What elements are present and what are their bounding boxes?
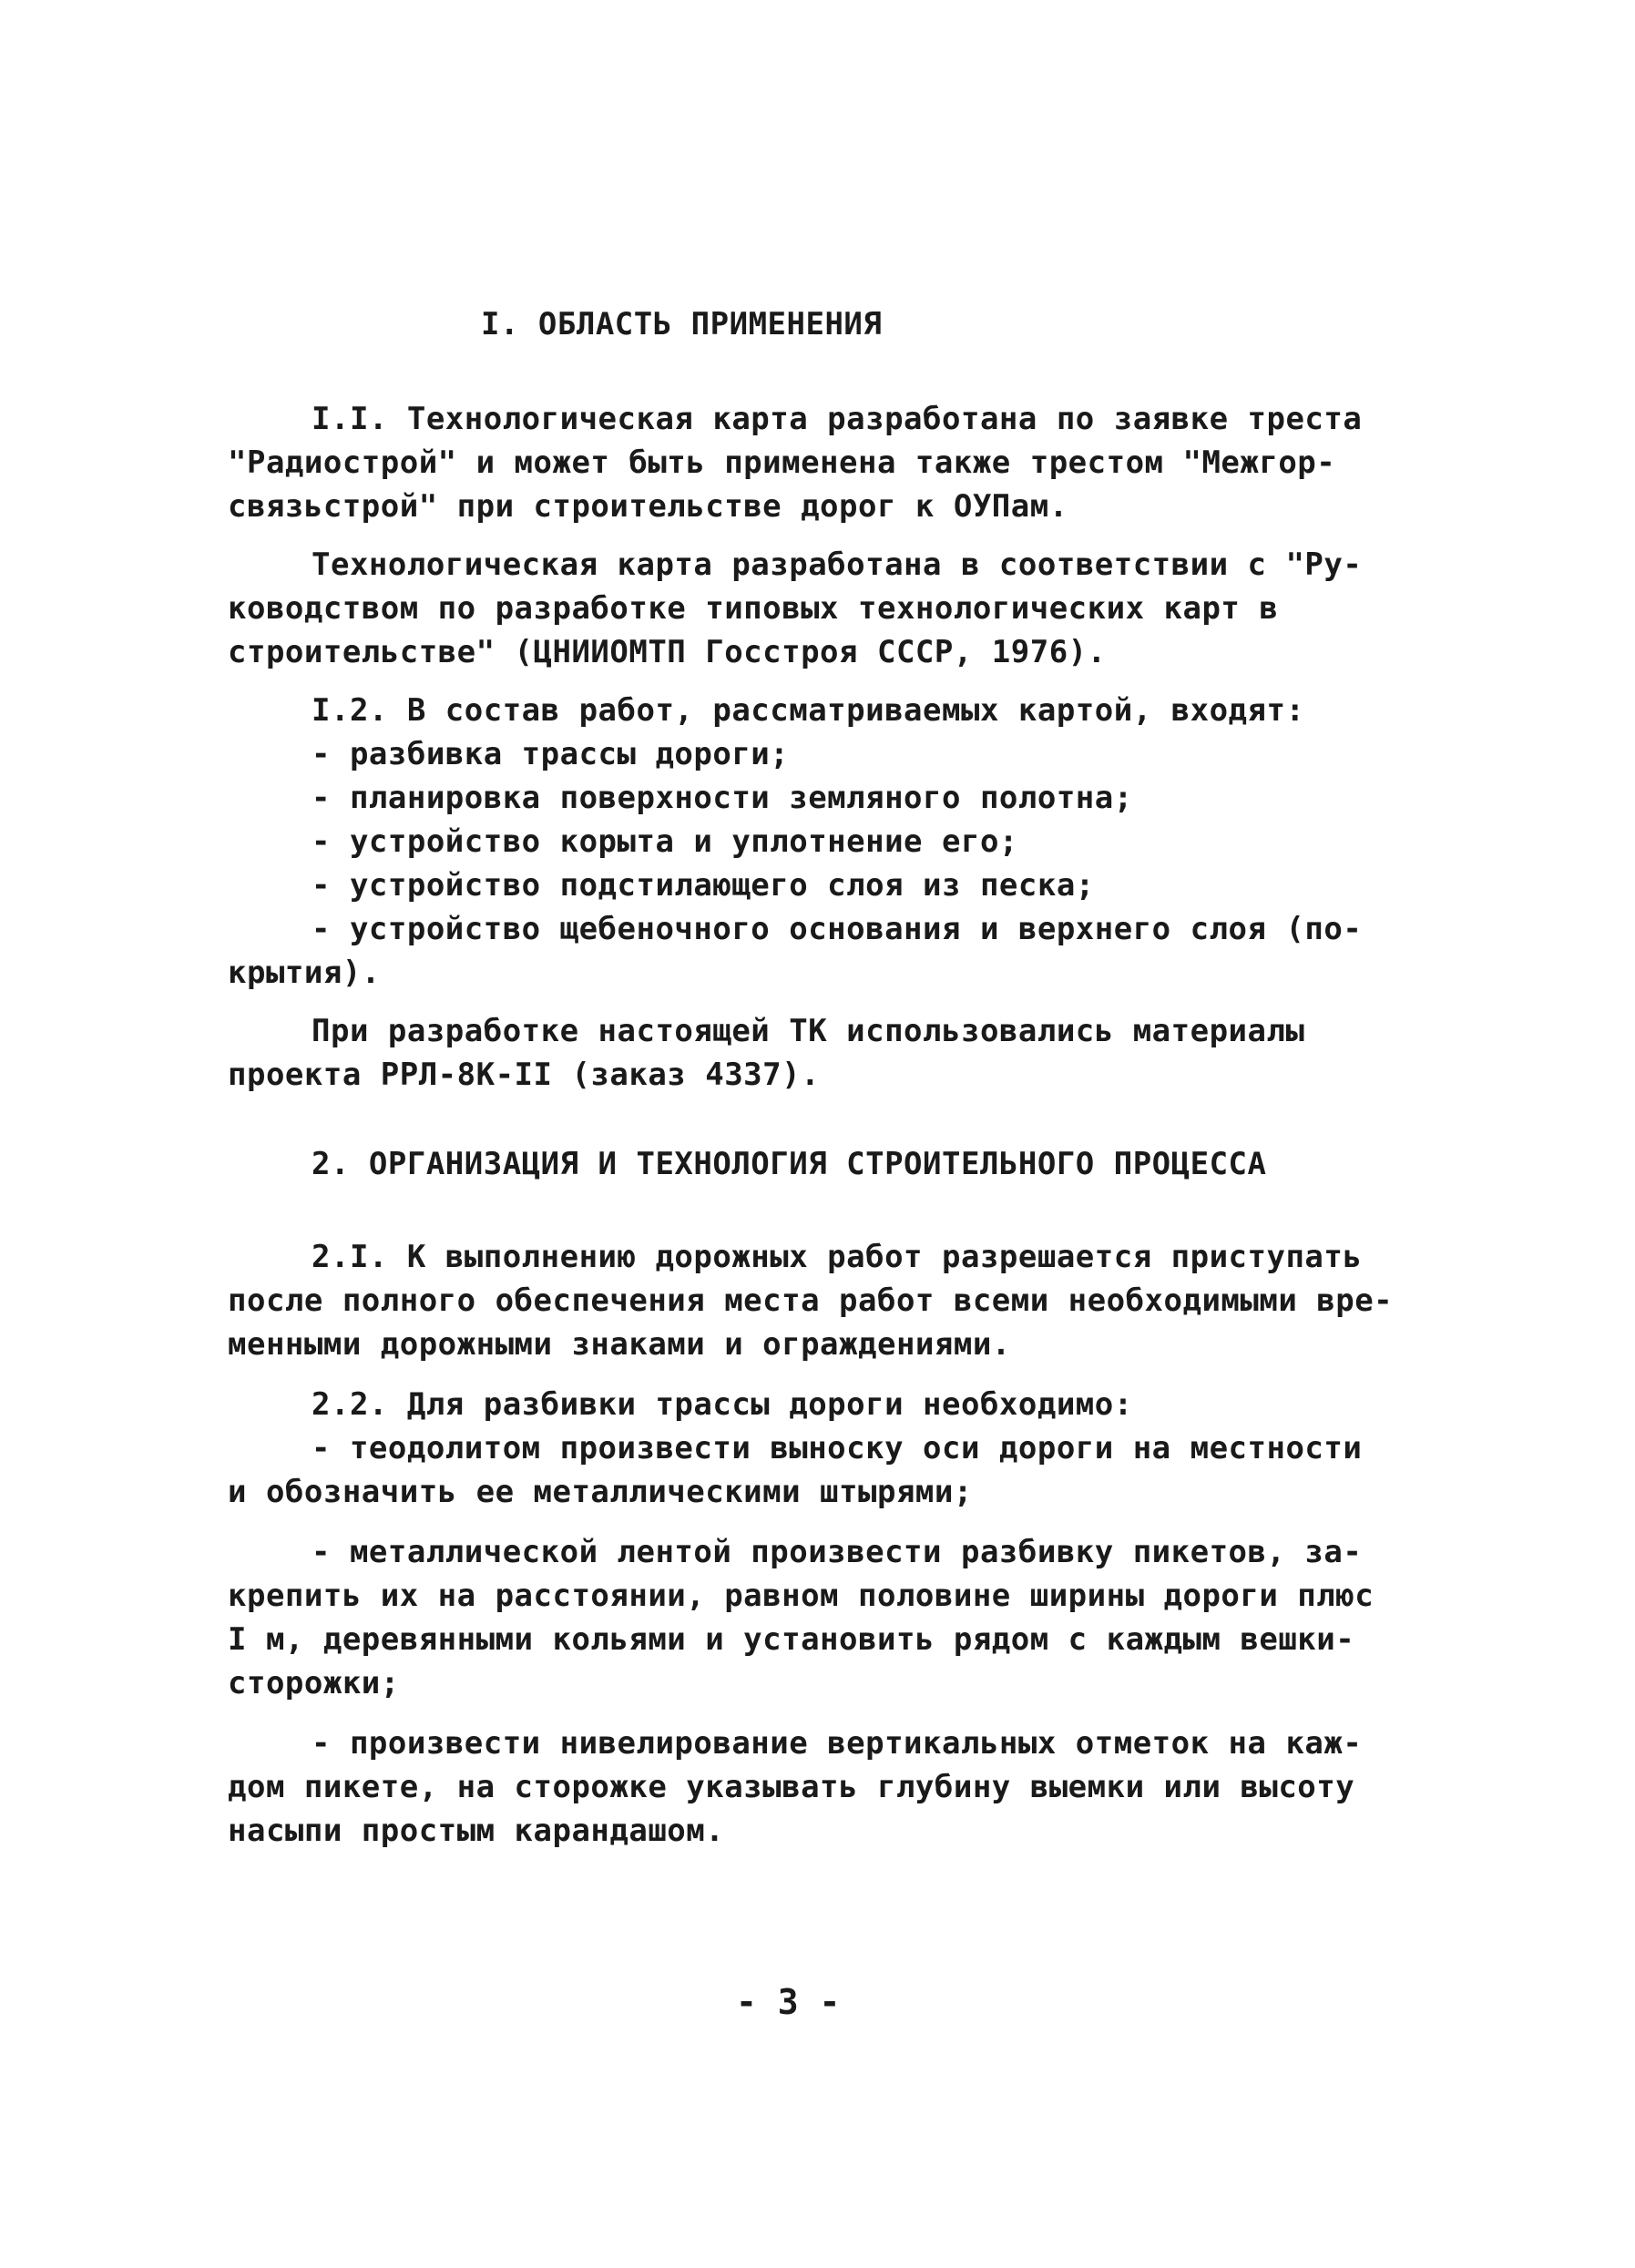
paragraph-line: 2.I. К выполнению дорожных работ разрешается приступать [312,1239,1363,1275]
paragraph-line: дом пикете, на сторожке указывать глубину выемки или высоту [228,1769,1355,1805]
paragraph-line: 2.2. Для разбивки трассы дороги необходимо: [312,1386,1133,1423]
section-2-heading: 2. ОРГАНИЗАЦИЯ И ТЕХНОЛОГИЯ СТРОИТЕЛЬНОГО ПРОЦЕССА [312,1146,1267,1182]
paragraph-line: "Радиострой" и может быть применена также трестом "Межгор- [228,444,1336,481]
paragraph-line: связьстрой" при строительстве дорог к ОУПам. [228,488,1068,525]
paragraph-line: сторожки; [228,1665,400,1701]
paragraph-line: после полного обеспечения места работ всеми необходимыми вре- [228,1282,1394,1319]
page-number: - 3 - [736,1982,841,2022]
section-1-heading: I. ОБЛАСТЬ ПРИМЕНЕНИЯ [481,306,883,342]
list-item: - планировка поверхности земляного полотна; [312,780,1133,816]
paragraph-line: I.I. Технологическая карта разработана по заявке треста [312,401,1363,437]
paragraph-line: крепить их на расстоянии, равном половине ширины дороги плюс [228,1578,1374,1614]
paragraph-line: менными дорожными знаками и ограждениями. [228,1326,1011,1363]
paragraph-line: I м, деревянными кольями и установить рядом с каждым вешки- [228,1621,1355,1658]
list-item: - металлической лентой произвести разбивку пикетов, за- [312,1534,1363,1570]
list-item: - разбивка трассы дороги; [312,736,790,772]
paragraph-line: и обозначить ее металлическими штырями; [228,1474,973,1510]
list-item: - теодолитом произвести выноску оси дороги на местности [312,1430,1363,1466]
list-item: - устройство корыта и уплотнение его; [312,823,1018,860]
paragraph-line: проекта РРЛ-8К-II (заказ 4337). [228,1057,821,1093]
paragraph-line: При разработке настоящей ТК использовались материалы [312,1013,1305,1049]
paragraph-line: Технологическая карта разработана в соответствии с "Ру- [312,547,1363,583]
list-item: - произвести нивелирование вертикальных отметок на каж- [312,1725,1363,1762]
paragraph-line: ководством по разработке типовых технологических карт в [228,590,1279,627]
paragraph-line: строительстве" (ЦНИИОМТП Госстроя СССР, 1976). [228,634,1107,670]
list-item: - устройство подстилающего слоя из песка; [312,867,1095,904]
paragraph-line: крытия). [228,955,381,991]
paragraph-line: насыпи простым карандашом. [228,1813,725,1849]
paragraph-line: I.2. В состав работ, рассматриваемых картой, входят: [312,692,1305,729]
list-item: - устройство щебеночного основания и верхнего слоя (по- [312,911,1363,947]
